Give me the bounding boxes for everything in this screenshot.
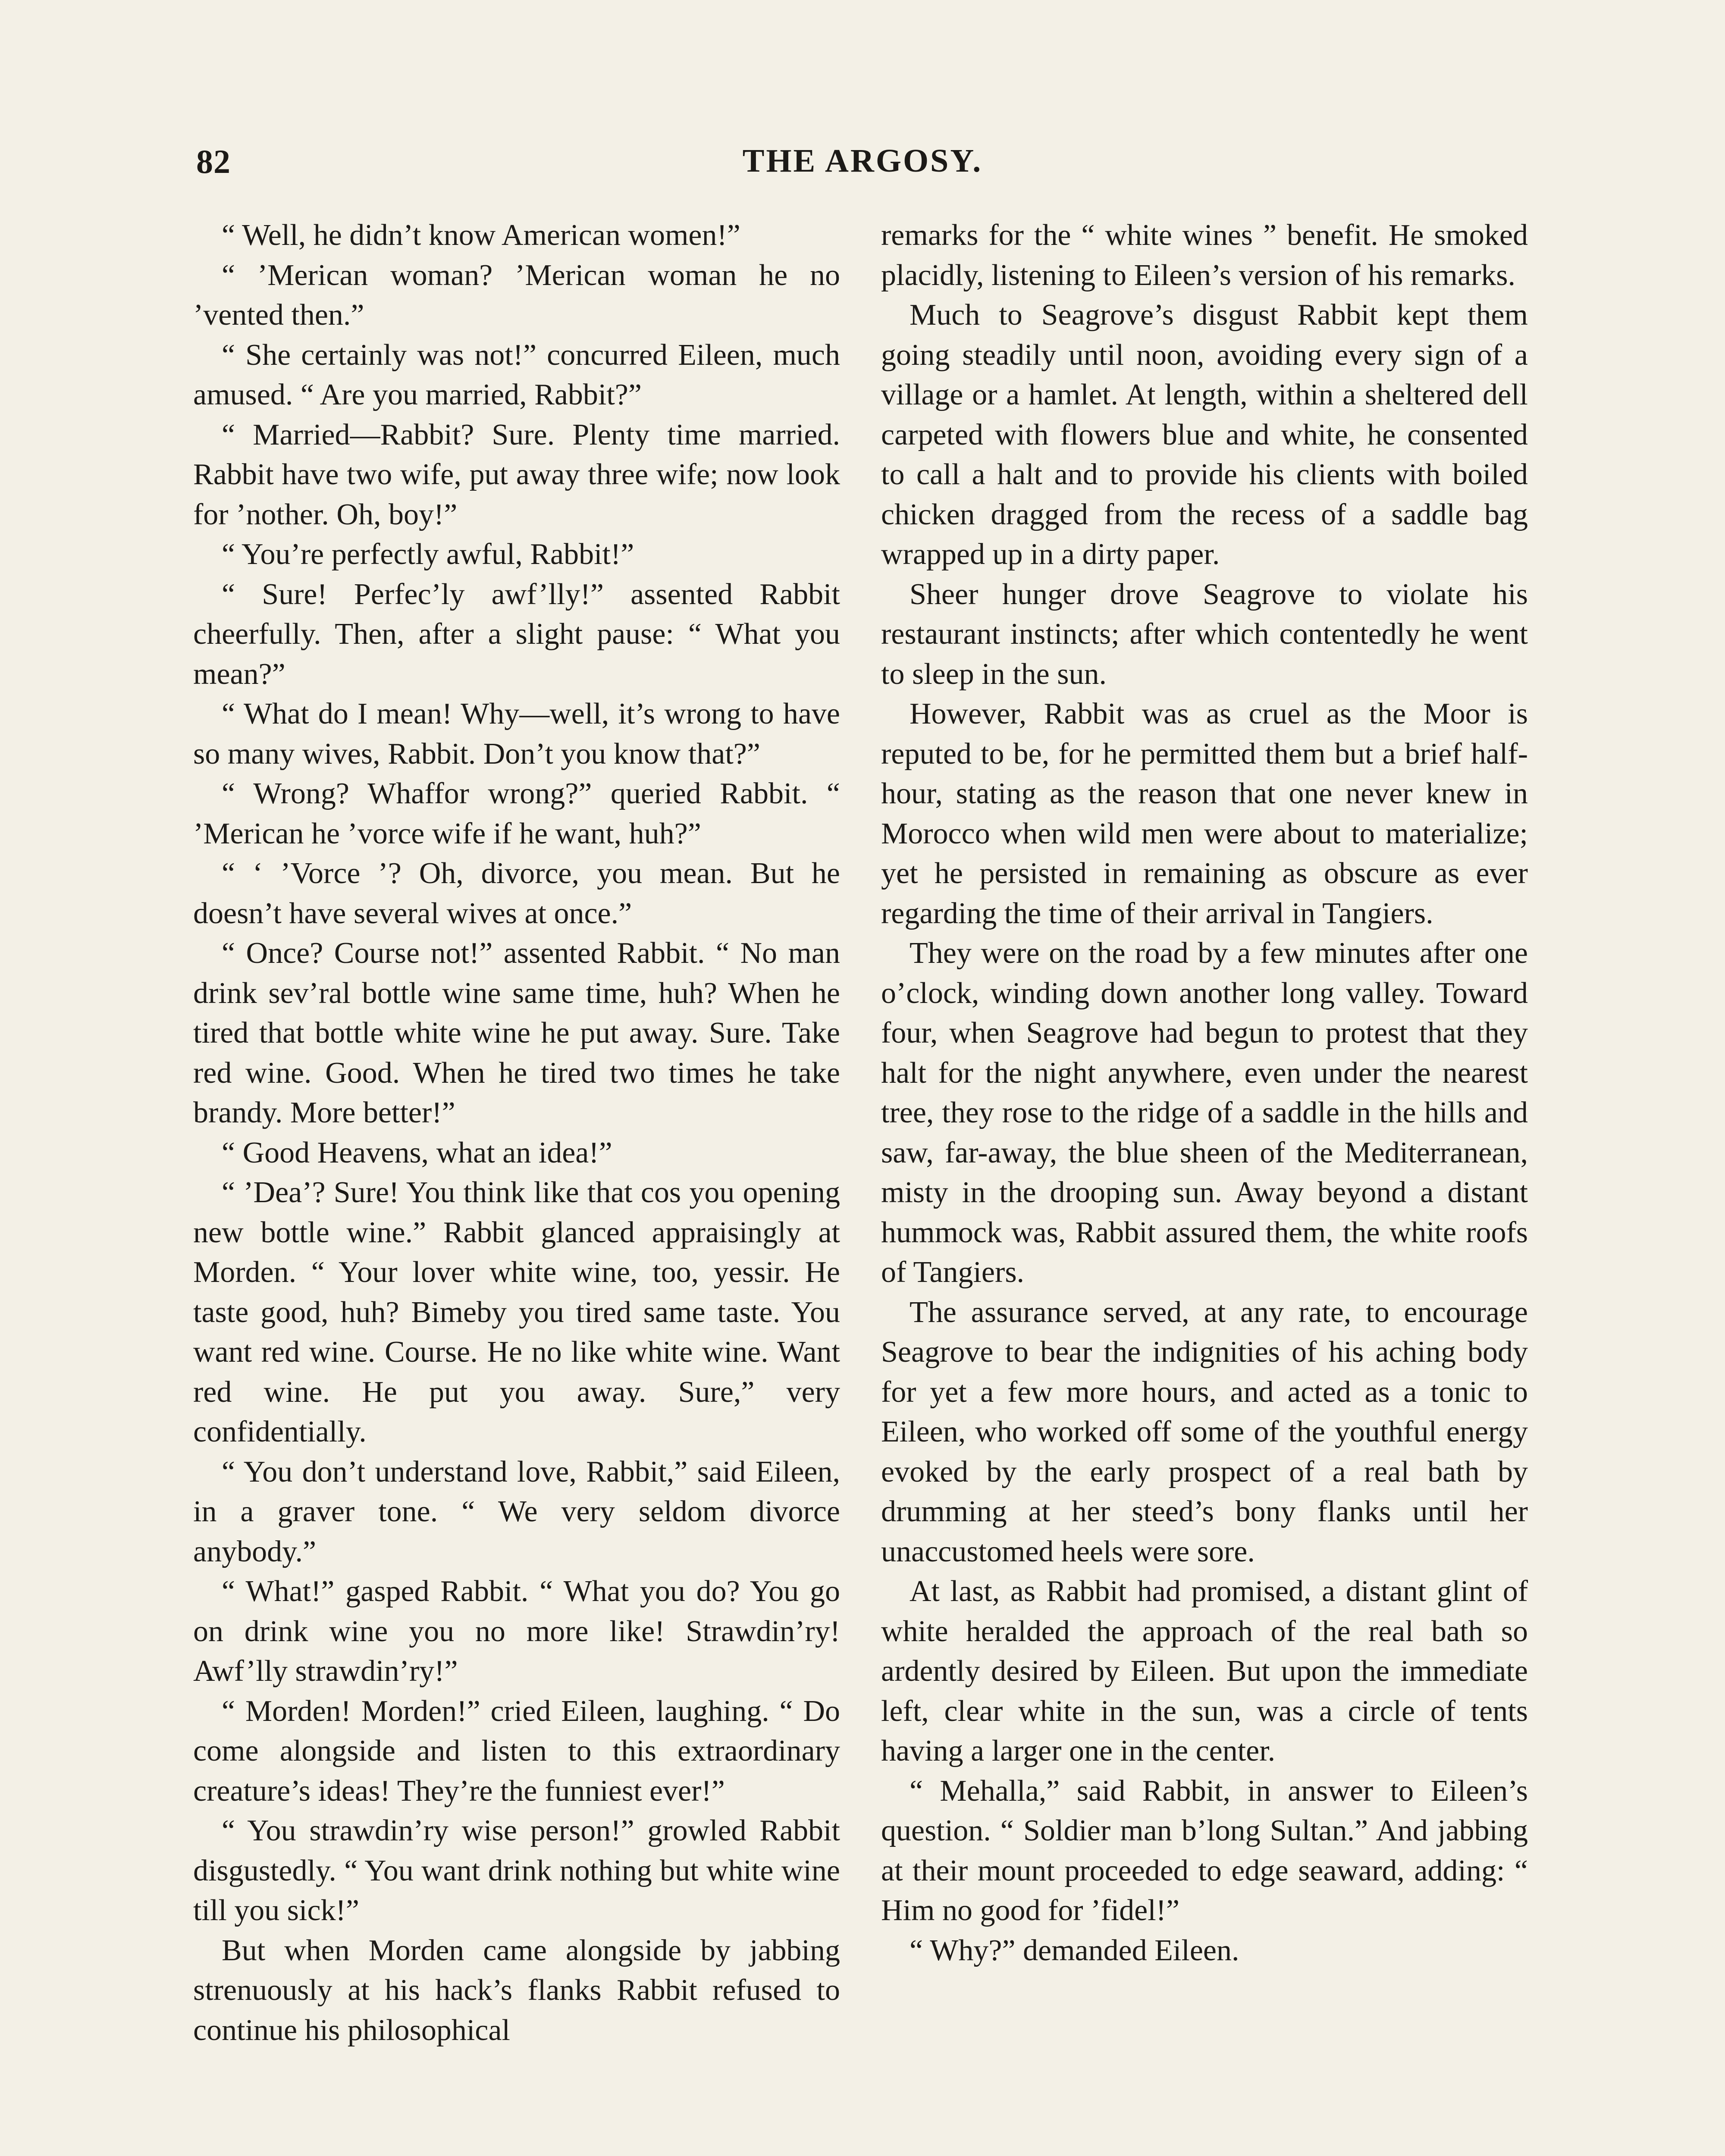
paragraph: Sheer hunger drove Seagrove to violate his restaurant instincts; after which contentedly he went to sleep in the sun.	[881, 577, 1528, 691]
paragraph: “ Sure! Perfec’ly awf’lly!” assented Rabbit cheerfully. Then, after a slight pause: “ What you mean?”	[193, 577, 840, 691]
paragraph: They were on the road by a few minutes after one o’clock, winding down another long valley. Toward four, when Seagrove had begun to protest that they halt for the night anywhere, even under the nearest tree, they rose to the ridge of a saddle in the hills and saw, far-away, the blue sheen of the Mediterranean, misty in the drooping sun. Away beyond a distant hummock was, Rabbit assured them, the white roofs of Tangiers.	[881, 937, 1528, 1289]
paragraph: “ ‘ ’Vorce ’? Oh, divorce, you mean. But he doesn’t have several wives at once.”	[193, 857, 840, 930]
paragraph: “ You strawdin’ry wise person!” growled Rabbit disgustedly. “ You want drink nothing but white wine till you sick!”	[193, 1814, 840, 1927]
paragraph: “ Wrong? Whaffor wrong?” queried Rabbit. “ ’Merican he ’vorce wife if he want, huh?”	[193, 777, 840, 850]
paragraph: However, Rabbit was as cruel as the Moor is reputed to be, for he permitted them but a brief half-hour, stating as the reason that one never knew in Morocco when wild men were about to materialize; yet he persisted in remaining as obscure as ever regarding the time of their arrival in Tangiers.	[881, 697, 1528, 930]
paragraph: “ ’Merican woman? ’Merican woman he no ’vented then.”	[193, 258, 840, 332]
paragraph: Much to Seagrove’s disgust Rabbit kept them going steadily until noon, avoiding every sign of a village or a hamlet. At length, within a sheltered dell carpeted with flowers blue and white, he consented to call a halt and to provide his clients with boiled chicken dragged from the recess of a saddle bag wrapped up in a dirty paper.	[881, 298, 1528, 571]
page-header	[196, 142, 1529, 185]
right-text-column	[881, 216, 1528, 1971]
paragraph: “ Well, he didn’t know American women!”	[222, 219, 740, 252]
paragraph: “ You don’t understand love, Rabbit,” said Eileen, in a graver tone. “ We very seldom divorce anybody.”	[193, 1455, 840, 1568]
left-text-column	[193, 216, 840, 2050]
paragraph: The assurance served, at any rate, to encourage Seagrove to bear the indignities of his aching body for yet a few more hours, and acted as a tonic to Eileen, who worked off some of the youthful energy evoked by the early prospect of a real bath by drumming at her steed’s bony flanks until her unaccustomed heels were sore.	[881, 1295, 1528, 1568]
paragraph: “ What do I mean! Why—well, it’s wrong to have so many wives, Rabbit. Don’t you know that?”	[193, 697, 840, 771]
paragraph: At last, as Rabbit had promised, a distant glint of white heralded the approach of the real bath so ardently desired by Eileen. But upon the immediate left, clear white in the sun, was a circle of tents having a larger one in the center.	[881, 1575, 1528, 1767]
paragraph: “ ’Dea’? Sure! You think like that cos you opening new bottle wine.” Rabbit glanced appraisingly at Morden. “ Your lover white wine, too, yessir. He taste good, huh? Bimeby you tired same taste. You want red wine. Course. He no like white wine. Want red wine. He put you away. Sure,” very confidentially.	[193, 1176, 840, 1448]
paragraph: “ Morden! Morden!” cried Eileen, laughing. “ Do come alongside and listen to this extraordinary creature’s ideas! They’re the funniest ever!”	[193, 1694, 840, 1808]
paragraph: remarks for the “ white wines ” benefit. He smoked placidly, listening to Eileen’s version of his remarks.	[881, 219, 1528, 292]
running-head-title: THE ARGOSY.	[742, 143, 983, 179]
paragraph: But when Morden came alongside by jabbing strenuously at his hack’s flanks Rabbit refused to continue his philosophical	[193, 1934, 840, 2047]
paragraph: “ You’re perfectly awful, Rabbit!”	[222, 538, 634, 571]
page-number: 82	[196, 143, 231, 180]
paragraph: “ Mehalla,” said Rabbit, in answer to Eileen’s question. “ Soldier man b’long Sultan.” And jabbing at their mount proceeded to edge seaward, adding: “ Him no good for ’fidel!”	[881, 1774, 1528, 1927]
paragraph: “ She certainly was not!” concurred Eileen, much amused. “ Are you married, Rabbit?”	[193, 338, 840, 411]
paragraph: “ Once? Course not!” assented Rabbit. “ No man drink sev’ral bottle wine same time, huh? When he tired that bottle white wine he put away. Sure. Take red wine. Good. When he tired two times he take brandy. More better!”	[193, 937, 840, 1129]
paragraph: “ What!” gasped Rabbit. “ What you do? You go on drink wine you no more like! Strawdin’ry! Awf’lly strawdin’ry!”	[193, 1575, 840, 1688]
paragraph: “ Good Heavens, what an idea!”	[222, 1136, 612, 1169]
paragraph: “ Married—Rabbit? Sure. Plenty time married. Rabbit have two wife, put away three wife; now look for ’nother. Oh, boy!”	[193, 418, 840, 531]
paragraph: “ Why?” demanded Eileen.	[910, 1934, 1239, 1967]
